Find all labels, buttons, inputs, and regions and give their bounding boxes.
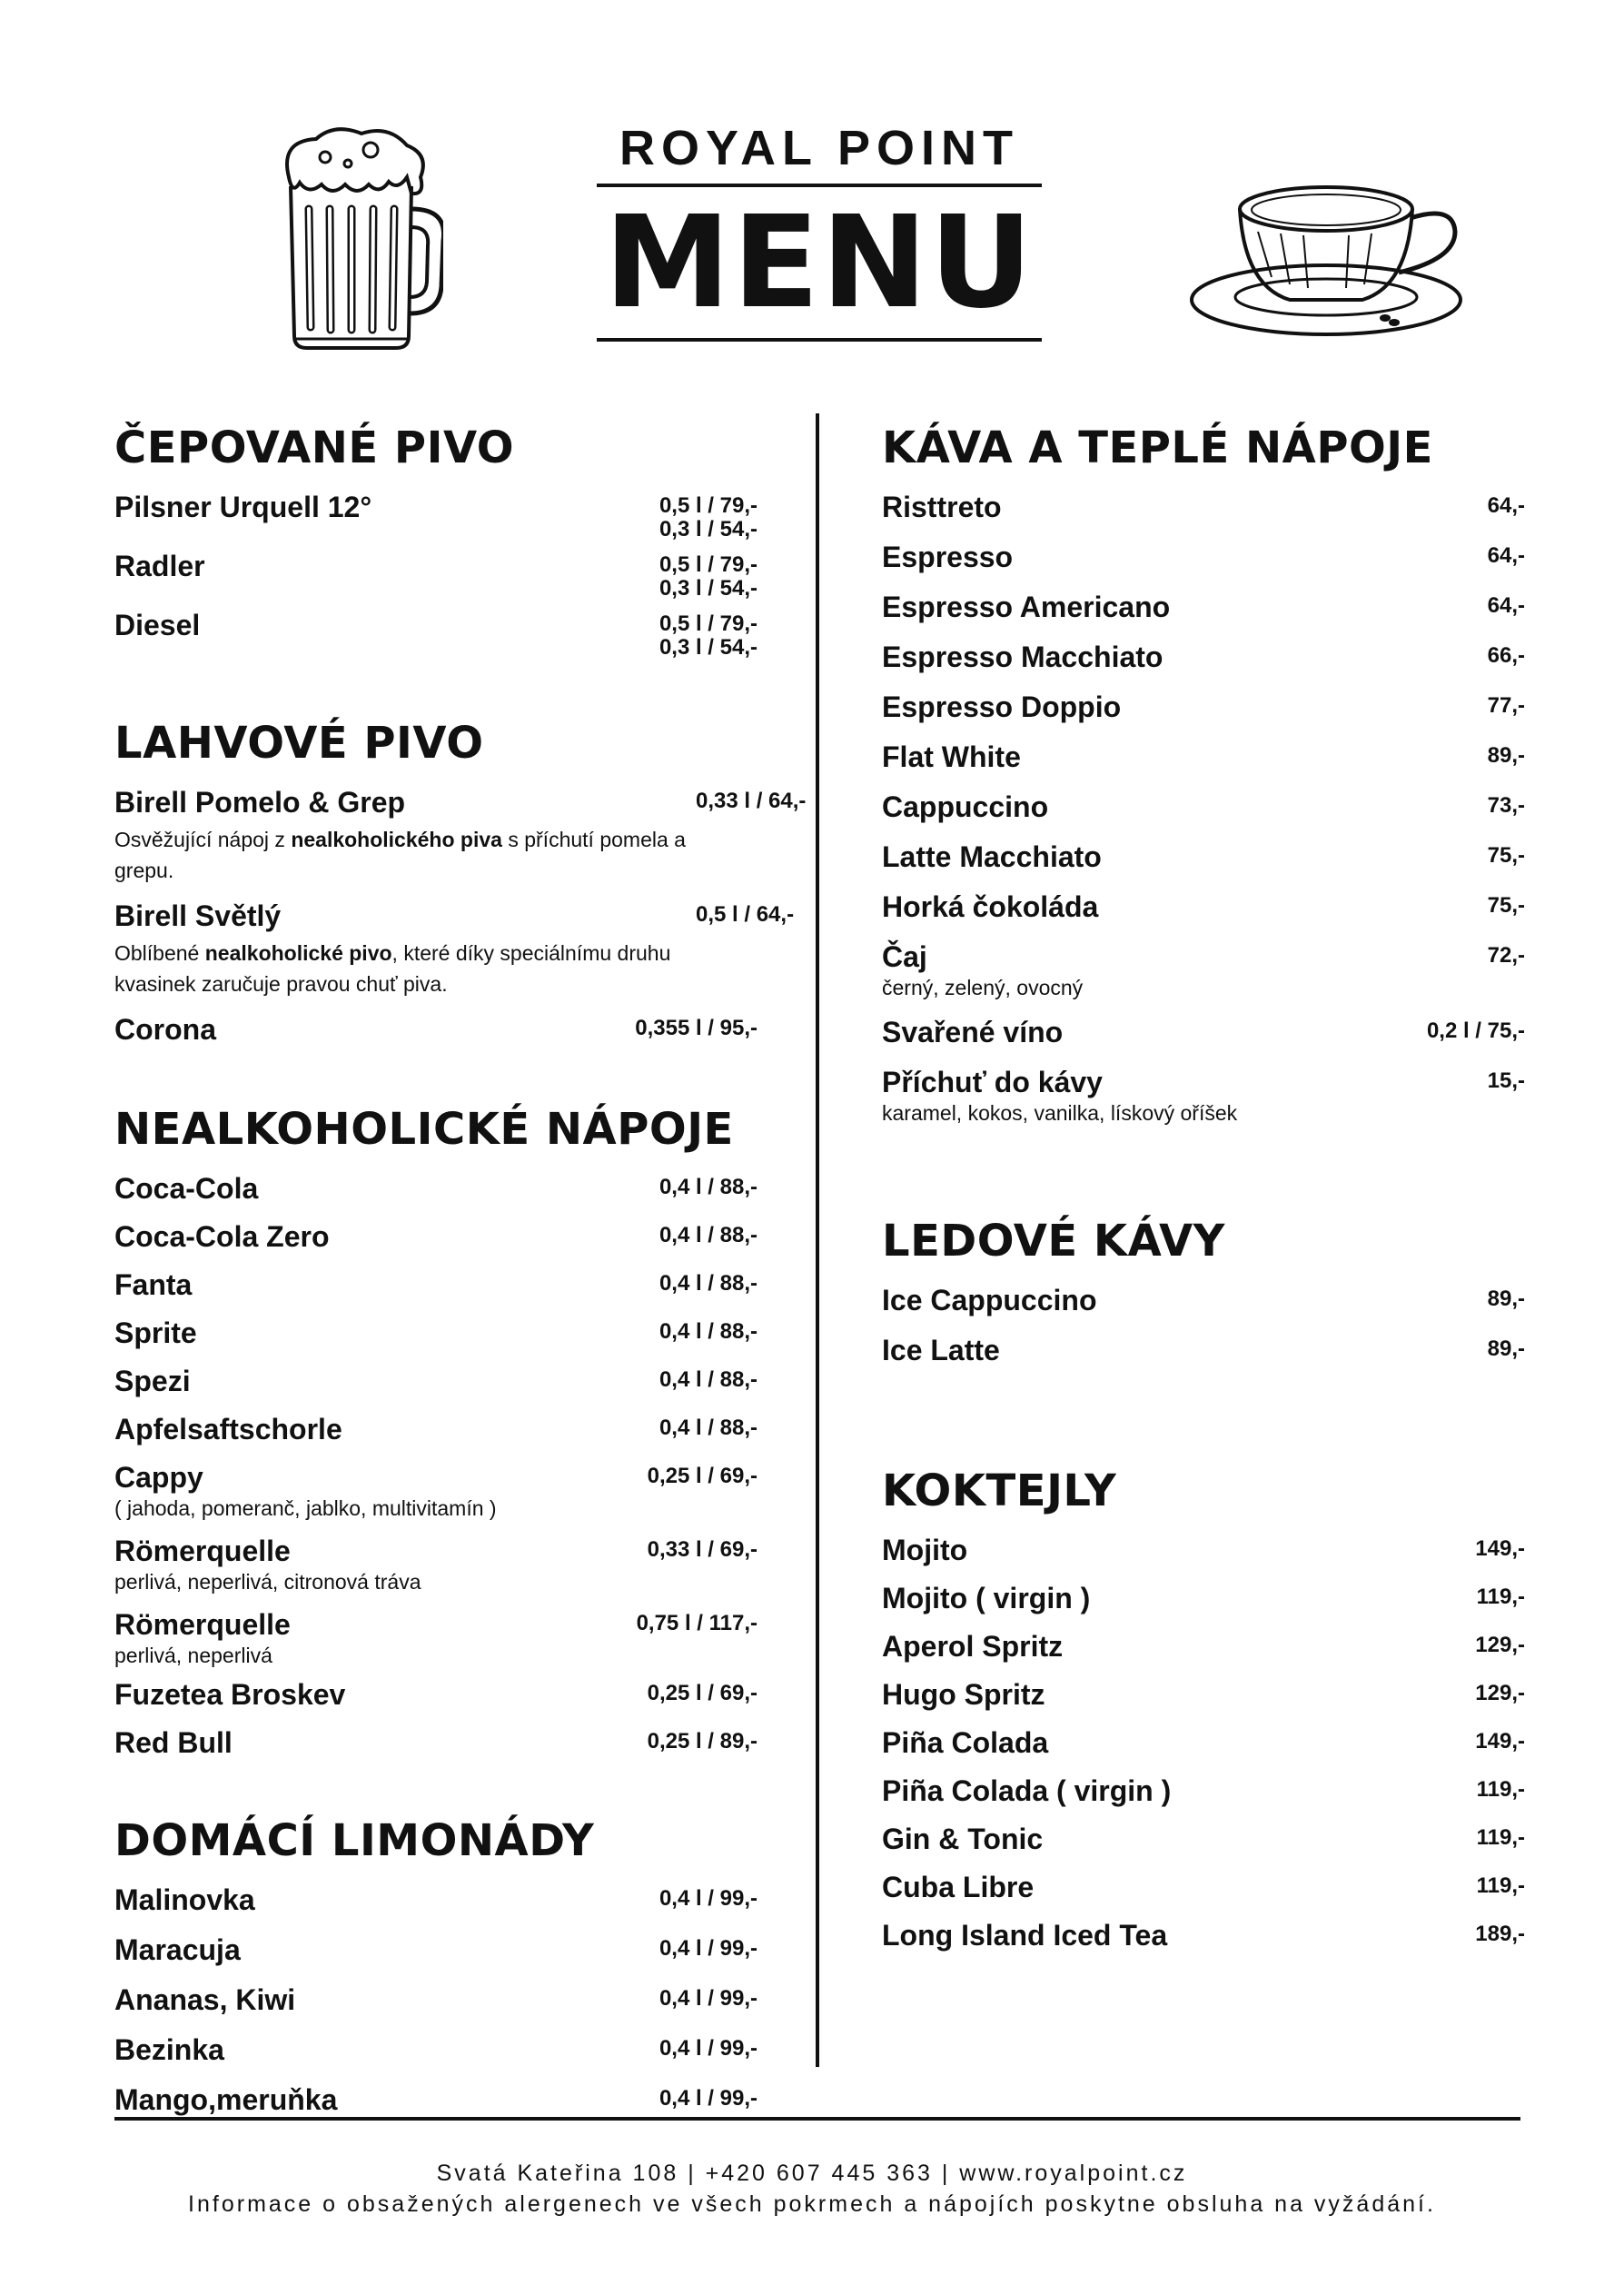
menu-item <box>114 1218 758 1267</box>
item-price-primary: 0,4 l / 88,- <box>659 1319 758 1344</box>
item-price <box>1475 1532 1525 1561</box>
menu-item <box>882 889 1525 939</box>
menu-item <box>114 2081 758 2131</box>
item-name: Espresso Macchiato <box>882 641 1164 673</box>
item-options: perlivá, neperlivá, citronová tráva <box>114 1570 421 1594</box>
item-price-primary: 64,- <box>1487 493 1525 518</box>
item-price-primary: 0,25 l / 89,- <box>647 1729 758 1754</box>
item-price <box>1488 1064 1525 1093</box>
item-price <box>1475 1724 1525 1754</box>
item-price-primary: 0,4 l / 99,- <box>659 1986 758 2011</box>
footer-rule <box>114 2117 1520 2121</box>
menu-item <box>882 1724 1525 1773</box>
item-name: Mojito <box>882 1534 968 1566</box>
item-price <box>1488 839 1525 868</box>
item-price <box>637 1606 758 1635</box>
item-price <box>659 2081 758 2111</box>
item-price-secondary: 0,3 l / 54,- <box>659 635 758 660</box>
item-price-primary: 0,4 l / 99,- <box>659 2086 758 2111</box>
item-price <box>1488 589 1525 618</box>
item-name: Maracuja <box>114 1933 241 1966</box>
menu-item <box>882 639 1525 689</box>
item-price <box>1488 689 1525 718</box>
item-price-primary: 64,- <box>1487 593 1525 618</box>
menu-item <box>882 589 1525 639</box>
item-name: Risttreto <box>882 491 1002 523</box>
item-price-primary: 0,355 l / 95,- <box>635 1016 758 1040</box>
item-price <box>1477 1580 1525 1609</box>
item-price <box>1488 1332 1525 1361</box>
item-price-primary: 89,- <box>1487 743 1525 768</box>
item-name: Espresso Americano <box>882 591 1171 623</box>
item-price <box>659 548 758 601</box>
menu-item <box>114 1315 758 1363</box>
item-price <box>659 1170 758 1199</box>
menu-item <box>114 607 758 666</box>
item-price-primary: 129,- <box>1475 1633 1525 1657</box>
section-title: ČEPOVANÉ PIVO <box>114 422 515 473</box>
item-price-primary: 72,- <box>1487 943 1525 968</box>
item-price-primary: 0,5 l / 79,- <box>659 611 758 636</box>
item-name: Espresso Doppio <box>882 690 1122 723</box>
item-price <box>1488 539 1525 568</box>
menu-item <box>114 1606 758 1676</box>
menu-item <box>114 898 795 1011</box>
section-title: KOKTEJLY <box>882 1465 1117 1516</box>
item-price-primary: 0,4 l / 99,- <box>659 1886 758 1911</box>
item-name: Cappy <box>114 1461 203 1494</box>
item-price <box>659 1882 758 1911</box>
menu-item <box>882 1064 1525 1137</box>
page-title: MENU <box>604 189 1035 337</box>
item-price-primary: 0,75 l / 117,- <box>636 1611 758 1635</box>
menu-item <box>114 1267 758 1315</box>
item-price-primary: 0,4 l / 88,- <box>659 1175 758 1199</box>
item-price-primary: 64,- <box>1487 543 1525 568</box>
menu-item <box>882 1821 1525 1869</box>
menu-item <box>882 1773 1525 1821</box>
item-price-primary: 0,33 l / 64,- <box>696 789 807 813</box>
item-name: Malinovka <box>114 1883 255 1916</box>
item-price-primary: 89,- <box>1487 1336 1525 1361</box>
footer-contact: Svatá Kateřina 108 | +420 607 445 363 | www.royalpoint.cz <box>436 2161 1188 2186</box>
item-name: Aperol Spritz <box>882 1630 1064 1663</box>
item-price-primary: 119,- <box>1476 1777 1525 1802</box>
item-name: Flat White <box>882 740 1021 773</box>
menu-item <box>882 1332 1525 1382</box>
item-name: Mojito ( virgin ) <box>882 1582 1091 1614</box>
menu-item <box>882 1580 1525 1628</box>
item-price-primary: 0,5 l / 79,- <box>659 493 758 518</box>
title-rule-top <box>597 184 1042 187</box>
item-price <box>1488 789 1525 818</box>
item-price <box>1427 1014 1525 1043</box>
item-price <box>648 1724 758 1754</box>
item-name: Ananas, Kiwi <box>114 1983 296 2016</box>
left-column <box>114 400 807 2131</box>
item-price <box>696 898 794 927</box>
item-price-primary: 75,- <box>1487 893 1525 918</box>
menu-section <box>882 1200 1525 1382</box>
item-price-primary: 0,4 l / 88,- <box>659 1223 758 1247</box>
item-name: Fuzetea Broskev <box>114 1678 346 1711</box>
menu-item <box>114 1363 758 1411</box>
column-divider <box>816 413 819 2067</box>
item-name: Cuba Libre <box>882 1871 1035 1903</box>
menu-item <box>114 1982 758 2032</box>
item-name: Coca-Cola <box>114 1172 259 1205</box>
item-price-primary: 189,- <box>1475 1922 1525 1946</box>
right-column <box>882 400 1525 1965</box>
item-price <box>659 1267 758 1296</box>
menu-section <box>882 407 1525 1137</box>
section-title: LAHVOVÉ PIVO <box>114 718 484 769</box>
item-price <box>659 489 758 541</box>
item-price <box>648 1459 758 1488</box>
item-name: Espresso <box>882 541 1014 573</box>
item-name: Fanta <box>114 1268 193 1301</box>
item-price <box>659 1315 758 1344</box>
item-name: Cappuccino <box>882 790 1049 823</box>
item-name: Apfelsaftschorle <box>114 1413 342 1446</box>
item-price <box>1488 889 1525 918</box>
menu-item <box>882 489 1525 539</box>
section-title: NEALKOHOLICKÉ NÁPOJE <box>114 1104 734 1155</box>
item-price <box>648 1676 758 1705</box>
menu-item <box>882 539 1525 589</box>
item-name: Pilsner Urquell 12° <box>114 491 372 523</box>
item-name: Diesel <box>114 609 201 641</box>
item-name: Römerquelle <box>114 1535 291 1567</box>
item-price <box>1488 739 1525 768</box>
item-price <box>659 1982 758 2011</box>
menu-item <box>114 1724 758 1773</box>
item-name: Sprite <box>114 1316 197 1349</box>
menu-item <box>882 1676 1525 1724</box>
item-price-primary: 0,4 l / 88,- <box>659 1367 758 1392</box>
item-name: Piña Colada <box>882 1726 1049 1759</box>
item-description: Oblíbené nealkoholické pivo, které díky speciálnímu druhu kvasinek zaručuje pravou chuť piva. <box>114 941 671 996</box>
item-name: Horká čokoláda <box>882 890 1099 923</box>
menu-item <box>114 1459 758 1533</box>
menu-item <box>114 1676 758 1724</box>
item-options: černý, zelený, ovocný <box>882 976 1084 999</box>
item-price-primary: 0,4 l / 99,- <box>659 2036 758 2061</box>
menu-section <box>114 407 758 666</box>
item-name: Ice Latte <box>882 1334 1000 1366</box>
menu-item <box>882 1282 1525 1332</box>
item-price <box>659 607 758 660</box>
item-price <box>1477 1821 1525 1850</box>
item-name: Spezi <box>114 1365 191 1397</box>
item-price-primary: 0,4 l / 88,- <box>659 1416 758 1440</box>
brand-name: ROYAL POINT <box>619 121 1020 175</box>
item-price <box>1477 1773 1525 1802</box>
item-price-primary: 0,5 l / 79,- <box>659 552 758 577</box>
item-price <box>648 1533 758 1562</box>
item-price-primary: 89,- <box>1487 1287 1525 1311</box>
item-name: Svařené víno <box>882 1016 1064 1048</box>
menu-item <box>114 489 758 548</box>
menu-item <box>882 789 1525 839</box>
menu-item <box>882 939 1525 1014</box>
item-price-primary: 119,- <box>1476 1585 1525 1609</box>
menu-header <box>0 0 1624 382</box>
menu-section <box>114 702 807 1061</box>
menu-section <box>114 1088 758 1773</box>
item-price-primary: 77,- <box>1487 693 1525 718</box>
item-name: Bezinka <box>114 2033 224 2066</box>
item-name: Birell Světlý <box>114 899 282 932</box>
menu-item <box>114 548 758 607</box>
item-price <box>635 1011 758 1040</box>
menu-item <box>882 839 1525 889</box>
item-price <box>696 784 806 813</box>
menu-item <box>114 1932 758 1982</box>
item-description: Osvěžující nápoj z nealkoholického piva s příchutí pomela a grepu. <box>114 828 686 882</box>
item-name: Piña Colada ( virgin ) <box>882 1774 1172 1807</box>
menu-item <box>114 1882 758 1932</box>
item-name: Hugo Spritz <box>882 1678 1045 1711</box>
item-price-primary: 0,25 l / 69,- <box>647 1464 758 1488</box>
menu-item <box>882 1628 1525 1676</box>
menu-section <box>882 1450 1525 1965</box>
item-price-primary: 0,5 l / 64,- <box>696 902 795 927</box>
item-price-primary: 0,33 l / 69,- <box>647 1537 758 1562</box>
menu-item <box>882 689 1525 739</box>
item-price <box>1475 1676 1525 1705</box>
section-title: KÁVA A TEPLÉ NÁPOJE <box>882 422 1433 473</box>
item-price <box>1477 1869 1525 1898</box>
item-price-primary: 75,- <box>1487 843 1525 868</box>
coffee-cup-icon <box>1190 177 1480 341</box>
item-name: Birell Pomelo & Grep <box>114 786 406 819</box>
item-price <box>1488 1282 1525 1311</box>
item-name: Příchuť do kávy <box>882 1066 1103 1098</box>
item-price <box>659 1411 758 1440</box>
footer-allergen-note: Informace o obsažených alergenech ve všech pokrmech a nápojích poskytne obsluha na vyžádání. <box>188 2191 1436 2217</box>
item-price-primary: 66,- <box>1487 643 1525 668</box>
item-name: Red Bull <box>114 1726 233 1759</box>
item-price <box>659 1363 758 1392</box>
item-price-secondary: 0,3 l / 54,- <box>659 576 758 601</box>
item-price <box>1488 939 1525 968</box>
item-price-primary: 149,- <box>1475 1536 1525 1561</box>
menu-item <box>114 2032 758 2081</box>
item-options: perlivá, neperlivá <box>114 1644 272 1667</box>
item-price <box>1475 1628 1525 1657</box>
item-name: Radler <box>114 550 205 582</box>
item-name: Corona <box>114 1013 216 1046</box>
menu-item <box>882 1532 1525 1580</box>
item-price-primary: 15,- <box>1487 1068 1525 1093</box>
item-price-primary: 119,- <box>1476 1825 1525 1850</box>
item-name: Čaj <box>882 940 927 973</box>
item-price <box>1488 489 1525 518</box>
item-price-primary: 0,25 l / 69,- <box>647 1681 758 1705</box>
menu-item <box>114 784 807 898</box>
item-name: Ice Cappuccino <box>882 1284 1097 1316</box>
item-price <box>659 2032 758 2061</box>
item-options: karamel, kokos, vanilka, lískový oříšek <box>882 1101 1238 1125</box>
item-price-primary: 0,4 l / 99,- <box>659 1936 758 1961</box>
item-price-secondary: 0,3 l / 54,- <box>659 517 758 541</box>
item-name: Coca-Cola Zero <box>114 1220 330 1253</box>
item-price <box>659 1932 758 1961</box>
item-price-primary: 129,- <box>1475 1681 1525 1705</box>
section-title: DOMÁCÍ LIMONÁDY <box>114 1815 595 1866</box>
item-price-primary: 149,- <box>1475 1729 1525 1754</box>
menu-item <box>882 1917 1525 1965</box>
menu-item <box>114 1411 758 1459</box>
menu-item <box>882 739 1525 789</box>
menu-item <box>882 1014 1525 1064</box>
menu-item <box>882 1869 1525 1917</box>
item-price-primary: 0,4 l / 88,- <box>659 1271 758 1296</box>
item-options: ( jahoda, pomeranč, jablko, multivitamín ) <box>114 1496 497 1520</box>
title-rule-bottom <box>597 338 1042 342</box>
item-name: Long Island Iced Tea <box>882 1919 1168 1952</box>
item-name: Gin & Tonic <box>882 1823 1044 1855</box>
item-name: Latte Macchiato <box>882 840 1102 873</box>
item-price <box>1475 1917 1525 1946</box>
section-title: LEDOVÉ KÁVY <box>882 1216 1225 1267</box>
item-price-primary: 0,2 l / 75,- <box>1426 1018 1525 1043</box>
item-price <box>659 1218 758 1247</box>
menu-item <box>114 1533 758 1606</box>
menu-item <box>114 1011 758 1061</box>
beer-mug-icon <box>262 123 443 359</box>
menu-section <box>114 1800 758 2131</box>
item-name: Römerquelle <box>114 1608 291 1641</box>
item-price-primary: 73,- <box>1487 793 1525 818</box>
item-price <box>1488 639 1525 668</box>
item-price-primary: 119,- <box>1476 1873 1525 1898</box>
menu-item <box>114 1170 758 1218</box>
item-name: Mango,meruňka <box>114 2083 338 2116</box>
